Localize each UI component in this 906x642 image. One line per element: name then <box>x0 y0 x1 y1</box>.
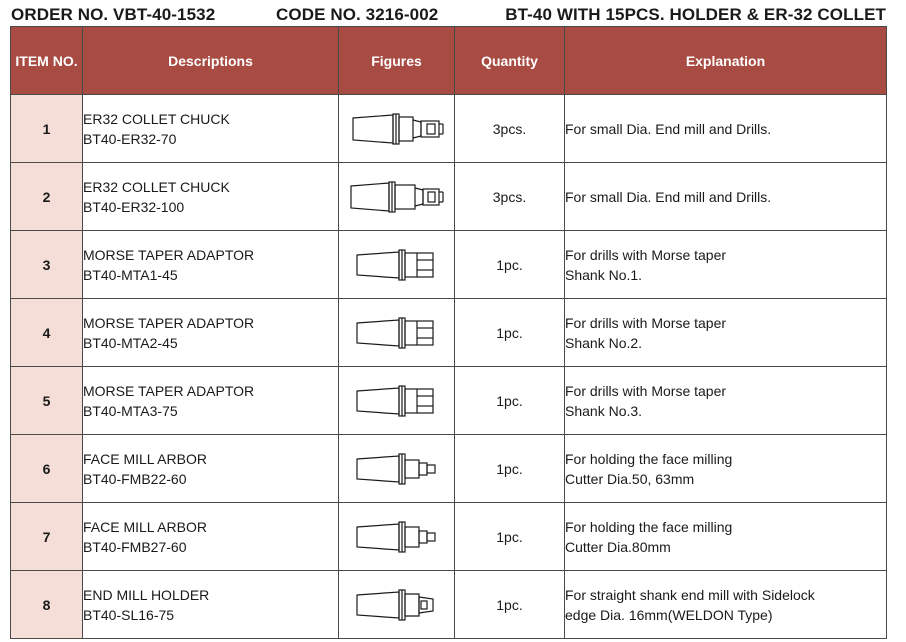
item-figure <box>339 571 455 639</box>
explanation-line-2: Shank No.2. <box>565 334 643 351</box>
item-explanation <box>565 95 887 163</box>
item-quantity: 1pc. <box>455 435 565 503</box>
item-number: 6 <box>11 435 83 503</box>
item-description <box>83 435 339 503</box>
item-description <box>83 231 339 299</box>
item-number: 4 <box>11 299 83 367</box>
explanation-line-1: For drills with Morse taper <box>565 246 727 263</box>
item-code: BT40-MTA1-45 <box>83 266 178 283</box>
face-mill-arbor-icon <box>355 519 439 555</box>
item-figure <box>339 435 455 503</box>
morse-taper-adaptor-icon <box>355 383 439 419</box>
end-mill-holder-icon <box>355 587 439 623</box>
item-code: BT40-ER32-100 <box>83 198 185 215</box>
column-header-descriptions: Descriptions <box>83 27 339 95</box>
table-row <box>11 163 887 231</box>
collet-chuck-icon <box>349 111 445 147</box>
table-row <box>11 435 887 503</box>
code-number: CODE NO. 3216-002 <box>276 5 439 24</box>
item-explanation <box>565 163 887 231</box>
column-header-explanation: Explanation <box>565 27 887 95</box>
item-code: BT40-MTA3-75 <box>83 402 178 419</box>
item-name: MORSE TAPER ADAPTOR <box>83 246 255 263</box>
item-description <box>83 571 339 639</box>
item-description <box>83 163 339 231</box>
item-quantity: 1pc. <box>455 571 565 639</box>
item-quantity: 1pc. <box>455 299 565 367</box>
item-description <box>83 503 339 571</box>
explanation-line-1: For holding the face milling <box>565 450 733 467</box>
item-description <box>83 367 339 435</box>
item-quantity: 1pc. <box>455 367 565 435</box>
item-quantity: 1pc. <box>455 503 565 571</box>
item-name: ER32 COLLET CHUCK <box>83 110 230 127</box>
table-row <box>11 571 887 639</box>
explanation-line-1: For holding the face milling <box>565 518 733 535</box>
explanation-line-2: Cutter Dia.50, 63mm <box>565 470 695 487</box>
item-explanation <box>565 503 887 571</box>
item-description <box>83 299 339 367</box>
item-figure <box>339 299 455 367</box>
item-explanation <box>565 231 887 299</box>
item-quantity: 3pcs. <box>455 163 565 231</box>
item-number: 2 <box>11 163 83 231</box>
table-row <box>11 95 887 163</box>
table-row <box>11 503 887 571</box>
item-code: BT40-FMB27-60 <box>83 538 187 555</box>
item-code: BT40-MTA2-45 <box>83 334 178 351</box>
item-description <box>83 95 339 163</box>
item-figure <box>339 163 455 231</box>
table-row <box>11 231 887 299</box>
item-explanation <box>565 299 887 367</box>
item-quantity: 1pc. <box>455 231 565 299</box>
item-name: FACE MILL ARBOR <box>83 518 207 535</box>
morse-taper-adaptor-icon <box>355 247 439 283</box>
item-figure <box>339 95 455 163</box>
specification-table <box>10 26 887 639</box>
explanation-line-1: For small Dia. End mill and Drills. <box>565 120 772 137</box>
item-code: BT40-ER32-70 <box>83 130 177 147</box>
item-code: BT40-FMB22-60 <box>83 470 187 487</box>
item-name: END MILL HOLDER <box>83 586 210 603</box>
column-header-item-no: ITEM NO. <box>11 27 83 95</box>
item-number: 7 <box>11 503 83 571</box>
explanation-line-1: For small Dia. End mill and Drills. <box>565 188 772 205</box>
item-figure <box>339 367 455 435</box>
item-figure <box>339 503 455 571</box>
item-name: MORSE TAPER ADAPTOR <box>83 382 255 399</box>
explanation-line-1: For drills with Morse taper <box>565 314 727 331</box>
item-number: 3 <box>11 231 83 299</box>
explanation-line-1: For drills with Morse taper <box>565 382 727 399</box>
item-name: MORSE TAPER ADAPTOR <box>83 314 255 331</box>
item-quantity: 3pcs. <box>455 95 565 163</box>
explanation-line-2: Shank No.1. <box>565 266 643 283</box>
explanation-line-2: edge Dia. 16mm(WELDON Type) <box>565 606 773 623</box>
item-number: 1 <box>11 95 83 163</box>
catalog-title: BT-40 WITH 15PCS. HOLDER & ER-32 COLLET <box>505 5 886 24</box>
table-row <box>11 367 887 435</box>
item-explanation <box>565 367 887 435</box>
morse-taper-adaptor-icon <box>355 315 439 351</box>
table-header-row <box>11 27 887 95</box>
item-number: 8 <box>11 571 83 639</box>
face-mill-arbor-icon <box>355 451 439 487</box>
order-number: ORDER NO. VBT-40-1532 <box>11 5 216 24</box>
item-name: FACE MILL ARBOR <box>83 450 207 467</box>
item-code: BT40-SL16-75 <box>83 606 175 623</box>
table-row <box>11 299 887 367</box>
explanation-line-2: Shank No.3. <box>565 402 643 419</box>
collet-chuck-icon <box>349 179 445 215</box>
column-header-quantity: Quantity <box>455 27 565 95</box>
explanation-line-1: For straight shank end mill with Sidelock <box>565 586 815 603</box>
item-number: 5 <box>11 367 83 435</box>
item-figure <box>339 231 455 299</box>
item-name: ER32 COLLET CHUCK <box>83 178 230 195</box>
item-explanation <box>565 571 887 639</box>
explanation-line-2: Cutter Dia.80mm <box>565 538 671 555</box>
column-header-figures: Figures <box>339 27 455 95</box>
item-explanation <box>565 435 887 503</box>
